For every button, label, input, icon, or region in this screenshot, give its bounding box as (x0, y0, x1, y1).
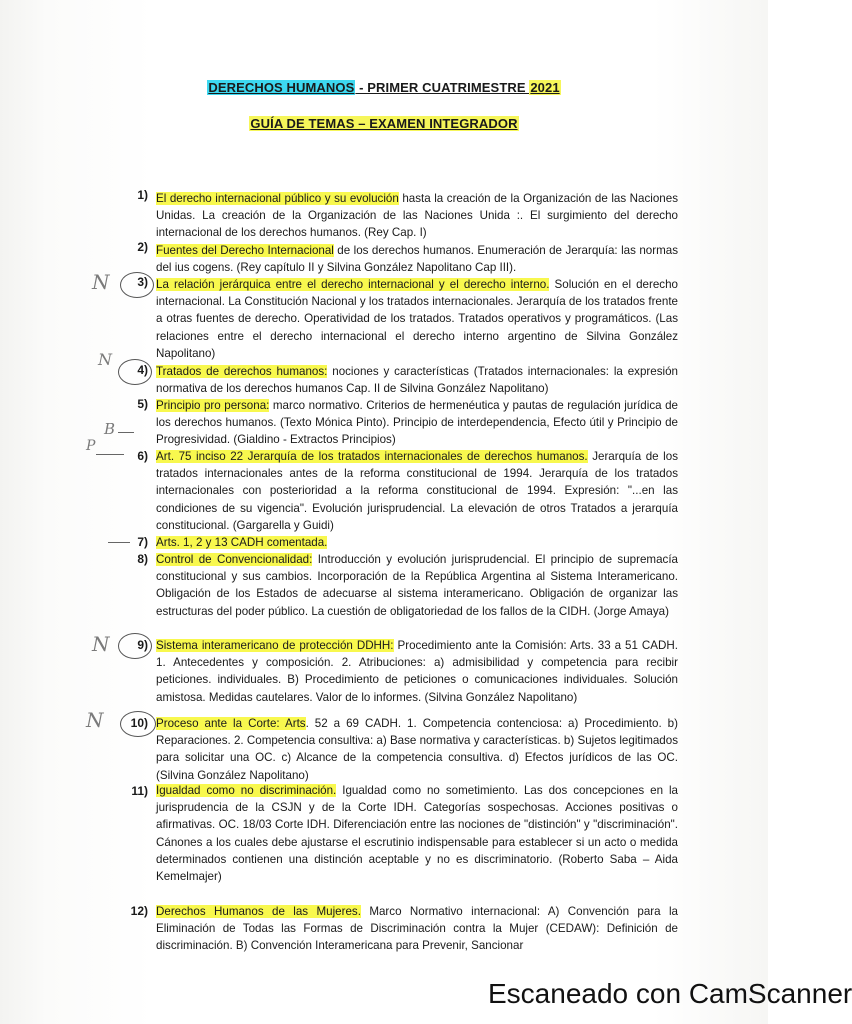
handwritten-n-mark: N (86, 708, 104, 732)
handwritten-circle (120, 272, 154, 298)
list-item (156, 637, 678, 706)
list-item (156, 551, 678, 620)
title-year: 2021 (530, 80, 560, 95)
handwritten-dash (118, 432, 134, 433)
list-item (156, 363, 678, 397)
handwritten-dash (96, 454, 124, 455)
item-heading: Arts. 1, 2 y 13 CADH comentada. (156, 536, 328, 549)
subtitle-text: GUÍA DE TEMAS – EXAMEN INTEGRADOR (250, 116, 518, 131)
item-body: . 52 a 69 CADH. 1. Competencia contenciosa: a) Procedimiento. b) Reparaciones. 2. Competencia consultiva: a) Base normativa y características. b) Sujetos legitimados para solicitar una OC. c) Alcance de la competencia consultiva. d) Efectos jurídicos de las OC. (Silvina González Napolitano) (156, 717, 678, 782)
document-title (0, 80, 768, 95)
handwritten-n-mark: N (92, 270, 110, 294)
handwritten-circle (118, 359, 152, 385)
item-body: nociones y características (Tratados internacionales: la expresión normativa de los derechos humanos Cap. II de Silvina González Napolitano) (156, 365, 678, 396)
list-item (156, 190, 678, 242)
item-heading: Control de Convencionalidad: (156, 553, 313, 566)
handwritten-dash (108, 542, 130, 543)
item-number: 3) (137, 275, 148, 289)
list-item (156, 448, 678, 534)
item-number: 9) (137, 638, 148, 652)
item-heading: Principio pro persona: (156, 399, 270, 412)
item-number: 8) (137, 552, 148, 566)
item-heading: Fuentes del Derecho Internacional (156, 244, 334, 257)
list-item (156, 276, 678, 362)
document-subtitle (0, 116, 768, 131)
item-heading: El derecho internacional público y su evolución (156, 192, 399, 205)
item-body: Introducción y evolución jurisprudencial. El principio de supremacía constitucional y sus cambios. Incorporación de la República Argentina al Sistema Interamericano. Obligación de los Estados de adecuarse al sistema interamericano. Obligación de organizar las estructuras del poder público. La cuestión de obligatoriedad de los fallos de la CIDH. (Jorge Amaya) (156, 553, 678, 618)
item-number: 11) (131, 784, 148, 798)
item-body: Marco Normativo internacional: A) Convención para la Eliminación de Todas las Formas de Discriminación contra la Mujer (CEDAW): Definición de discriminación. B) Convención Interamericana para Prevenir, Sancionar (156, 905, 679, 953)
handwritten-n-mark: N (98, 350, 112, 369)
item-number: 10) (130, 716, 148, 730)
item-number: 4) (137, 363, 148, 377)
item-number: 5) (137, 397, 148, 411)
item-body: Procedimiento ante la Comisión: Arts. 33 a 51 CADH. 1. Antecedentes y composición. 2. Atribuciones: a) admisibilidad y competencia para recibir peticiones. individuales. B) Procedimiento de peticiones o comunicaciones individuales. Solución amistosa. Medidas cautelares. Valor de lo informes. (Silvina González Napolitano) (156, 639, 678, 704)
list-item (156, 903, 678, 955)
item-heading: La relación jerárquica entre el derecho internacional y el derecho interno. (156, 278, 550, 291)
item-body: Jerarquía de los tratados internacionales antes de la reforma constitucional de 1994. Jerarquía de los tratados internacionales con posterioridad a la reforma constitucional de 1994. Expresión: "...en las condiciones de su vigencia". Evolución jurisprudencial. La elevación de otros Tratados a jerarquía constitucional. (Gargarella y Guidi) (156, 450, 678, 532)
item-number: 6) (137, 449, 148, 463)
item-number: 7) (137, 535, 148, 549)
item-body: Solución en el derecho internacional. La Constitución Nacional y los tratados internacionales. Jerarquía de los tratados frente a otras fuentes de derecho. Operatividad de los tratados. Tratados operativos y programáticos. (Las relaciones entre el derecho internacional el derecho interno argentino de Silvina González Napolitano) (156, 278, 678, 360)
list-item (156, 782, 678, 885)
item-number: 1) (137, 188, 148, 202)
handwritten-circle (120, 711, 156, 737)
scanner-watermark: Escaneado con CamScanner (488, 978, 852, 1009)
list-item (156, 242, 678, 276)
title-highlight: DERECHOS HUMANOS (208, 80, 355, 95)
item-number: 2) (137, 240, 148, 254)
item-heading: Igualdad como no discriminación. (156, 784, 337, 797)
list-item (156, 397, 678, 449)
item-number: 12) (130, 904, 148, 918)
item-heading: Sistema interamericano de protección DDHH: (156, 639, 394, 652)
item-body: hasta la creación de la Organización de las Naciones Unidas. La creación de la Organización de las Naciones Unida :. El surgimiento del derecho internacional de los derechos humanos. (Rey Cap. I) (156, 192, 678, 240)
item-body: Igualdad como no sometimiento. Las dos concepciones en la jurisprudencia de la CSJN y de la Corte IDH. Categorías sospechosas. Acciones positivas o afirmativas. OC. 18/03 Corte IDH. Diferenciación entre las nociones de "distinción" y "discriminación". Cánones a los cuales debe ajustarse el escrutinio indispensable para establecer si un acto o medida determinados contienen una distinción aceptable y no es discriminatorio. (Roberto Saba – Aida Kemelmajer) (156, 784, 678, 884)
handwritten-b-mark: B (104, 420, 116, 438)
list-item (156, 715, 678, 784)
item-body: marco normativo. Criterios de hermenéutica y pautas de regulación jurídica de los derechos humanos. (Texto Mónica Pinto). Principio de interdependencia, Efecto útil y Principio de Progresividad. (Gialdino - Extractos Principios) (156, 399, 678, 447)
item-heading: Proceso ante la Corte: Arts (156, 717, 306, 730)
item-heading: Art. 75 inciso 22 Jerarquía de los tratados internacionales de derechos humanos. (156, 450, 588, 463)
item-heading: Derechos Humanos de las Mujeres. (156, 905, 361, 918)
item-heading: Tratados de derechos humanos: (156, 365, 328, 378)
handwritten-circle (118, 633, 152, 659)
handwritten-n-mark: N (92, 632, 110, 656)
item-body: de los derechos humanos. Enumeración de Jerarquía: las normas del ius cogens. (Rey capítulo II y Silvina González Napolitano Cap III). (156, 244, 678, 275)
list-item (156, 534, 678, 551)
handwritten-p-mark: P (86, 438, 96, 454)
title-rest: - PRIMER CUATRIMESTRE (355, 80, 530, 95)
